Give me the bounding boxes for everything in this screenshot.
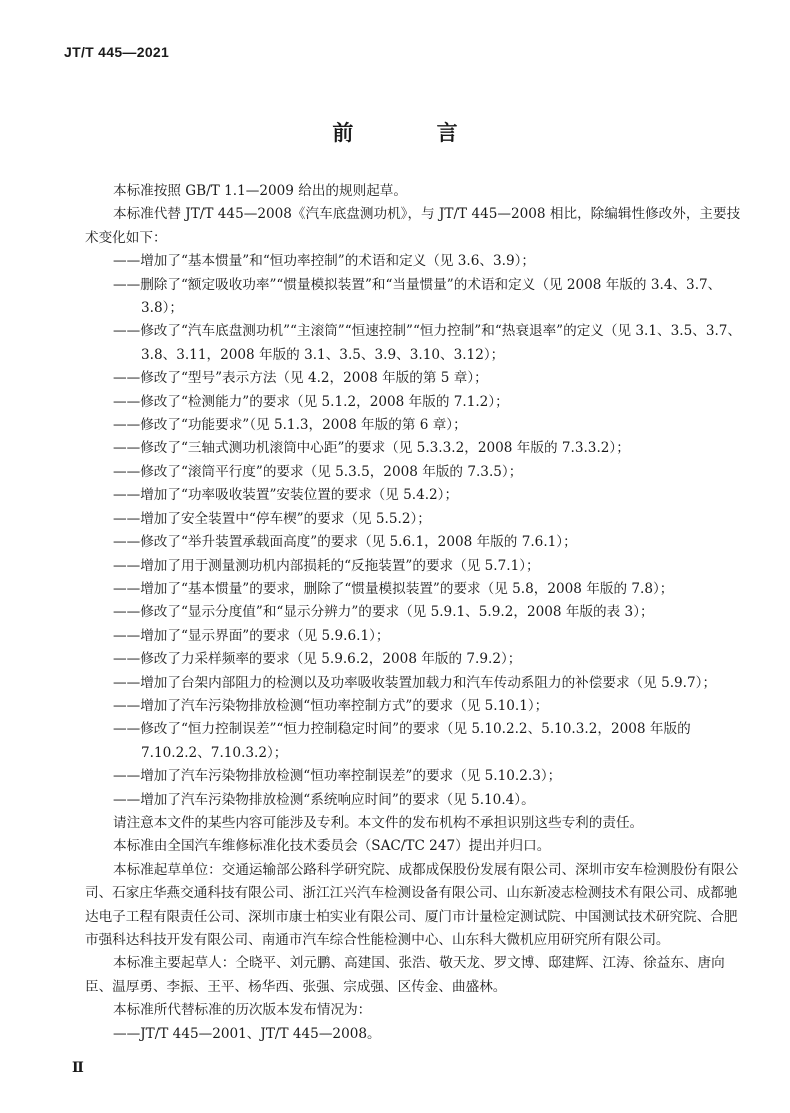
change-item: ——增加了安全装置中“停车楔”的要求（见 5.5.2）；: [113, 510, 431, 527]
change-item: ——修改了“显示分度值”和“显示分辨力”的要求（见 5.9.1、5.9.2，2008 年版的表 3）；: [113, 604, 654, 621]
change-item: ——修改了“滚筒平行度”的要求（见 5.3.5，2008 年版的 7.3.5）；: [113, 463, 523, 480]
history-item: ——JT/T 445—2001、JT/T 445—2008。: [113, 1025, 381, 1042]
page-title: 前 言: [332, 121, 496, 145]
change-item: ——修改了力采样频率的要求（见 5.9.6.2，2008 年版的 7.9.2）；: [113, 651, 522, 668]
change-item: ——增加了“基本惯量”的要求，删除了“惯量模拟装置”的要求（见 5.8，2008 年版的 7.8）；: [113, 580, 674, 597]
paragraph-drafting-rules: 本标准按照 GB/T 1.1—2009 给出的规则起草。: [113, 183, 407, 199]
paragraph-patent-notice: 请注意本文件的某些内容可能涉及专利。本文件的发布机构不承担识别这些专利的责任。: [113, 814, 644, 831]
change-item: ——增加了汽车污染物排放检测“恒功率控制方式”的要求（见 5.10.1）；: [113, 697, 549, 714]
change-item: ——增加了“显示界面”的要求（见 5.9.6.1）；: [113, 627, 390, 644]
change-item: ——修改了“恒力控制误差”“恒力控制稳定时间”的要求（见 5.10.2.2、5.10.3.2，2008 年版的 7.10.2.2、7.10.3.2）；: [113, 721, 691, 761]
document-body: [85, 180, 745, 1046]
change-item: ——增加了汽车污染物排放检测“恒功率控制误差”的要求（见 5.10.2.3）；: [113, 768, 562, 785]
paragraph-proposer: 本标准由全国汽车维修标准化技术委员会（SAC/TC 247）提出并归口。: [113, 838, 551, 855]
paragraph-history: 本标准所代替标准的历次版本发布情况为：: [113, 1002, 372, 1019]
change-item: ——修改了“汽车底盘测功机”“主滚筒”“恒速控制”“恒力控制”和“热衰退率”的定义（见 3.1、3.5、3.7、3.8、3.11，2008 年版的 3.1、3.5、3.9、3.10、3.12）；: [113, 323, 742, 363]
change-item: ——修改了“检测能力”的要求（见 5.1.2，2008 年版的 7.1.2）；: [113, 393, 509, 410]
change-item: ——增加了台架内部阻力的检测以及功率吸收装置加载力和汽车传动系阻力的补偿要求（见 5.9.7）；: [113, 674, 717, 691]
change-item: ——删除了“额定吸收功率”“惯量模拟装置”和“当量惯量”的术语和定义（见 2008 年版的 3.4、3.7、3.8）；: [113, 276, 722, 317]
change-item: ——修改了“型号”表示方法（见 4.2，2008 年版的第 5 章）；: [113, 370, 488, 387]
standard-code: JT/T 445—2021: [64, 44, 170, 60]
change-item: ——增加了用于测量测功机内部损耗的“反拖装置”的要求（见 5.7.1）；: [113, 557, 540, 574]
change-item: ——增加了“功率吸收装置”安装位置的要求（见 5.4.2）；: [113, 487, 459, 504]
change-item: ——增加了汽车污染物排放检测“系统响应时间”的要求（见 5.10.4）。: [113, 791, 535, 808]
page-number: Ⅱ: [72, 1060, 84, 1076]
change-item: ——增加了“基本惯量”和“恒功率控制”的术语和定义（见 3.6、3.9）；: [113, 253, 535, 270]
change-item: ——修改了“举升装置承载面高度”的要求（见 5.6.1，2008 年版的 7.6.1）；: [113, 534, 577, 551]
paragraph-replaces: 本标准代替 JT/T 445—2008《汽车底盘测功机》，与 JT/T 445—2008 相比，除编辑性修改外，主要技术变化如下：: [85, 206, 741, 246]
paragraph-drafting-units: 本标准起草单位：交通运输部公路科学研究院、成都成保股份发展有限公司、深圳市安车检测股份有限公司、石家庄华燕交通科技有限公司、浙江江兴汽车检测设备有限公司、山东新凌志检测技术有限公司、成都驰达电子工程有限责任公司、深圳市康士柏实业有限公司、厦门市计量检定测试院、中国测试技术研究院、合肥市强科达科技开发有限公司、南通市汽车综合性能检测中心、山东科大微机应用研究所有限公司。: [85, 861, 739, 948]
change-item: ——修改了“功能要求”（见 5.1.3，2008 年版的第 6 章）；: [113, 417, 467, 434]
change-item: ——修改了“三轴式测功机滚筒中心距”的要求（见 5.3.3.2，2008 年版的 7.3.3.2）；: [113, 440, 630, 457]
paragraph-drafters: 本标准主要起草人：仝晓平、刘元鹏、高建国、张浩、敬天龙、罗文博、邸建辉、江涛、徐益东、唐向臣、温厚勇、李振、王平、杨华西、张强、宗成强、区传金、曲盛林。: [85, 955, 725, 995]
